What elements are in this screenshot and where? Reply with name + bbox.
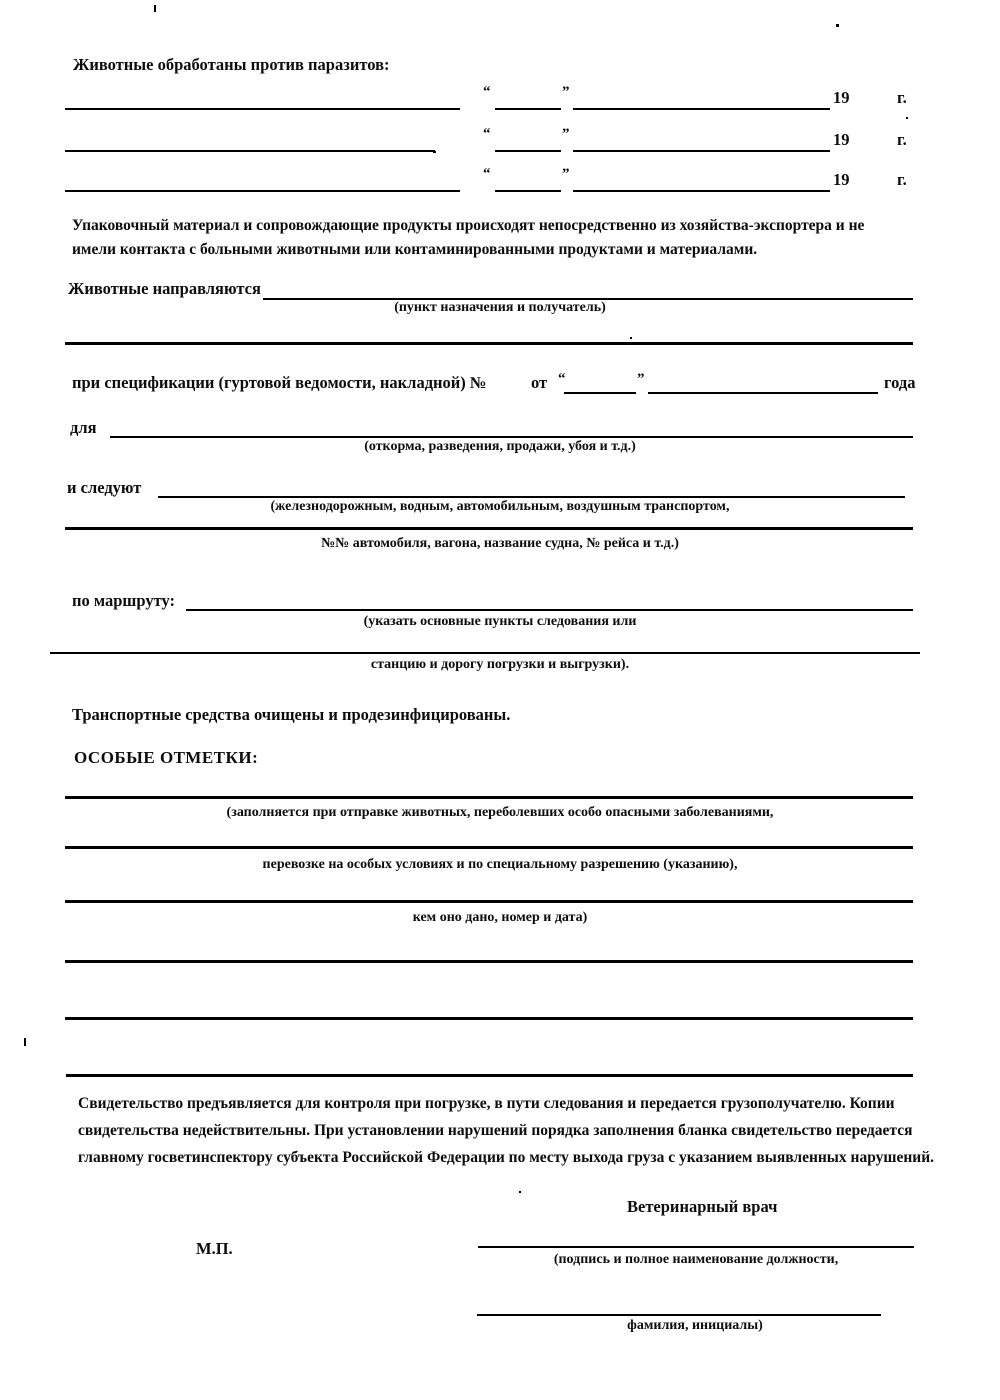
- spec-day-blank[interactable]: [564, 374, 636, 394]
- specification-label: при спецификации (гуртовой ведомости, накладной) №: [72, 373, 487, 392]
- scan-speck: [836, 24, 839, 27]
- year-suffix-text: г.: [897, 88, 907, 107]
- quote-open-mark: “: [558, 371, 566, 387]
- validity-paragraph-line: Свидетельство предъявляется для контроля при погрузке, в пути следования и передается грузополучателю. Копии: [78, 1095, 895, 1112]
- treatment-day-blank[interactable]: [495, 88, 561, 110]
- spec-month-blank[interactable]: [648, 374, 878, 394]
- route-caption-1: (указать основные пункты следования или: [363, 614, 637, 629]
- destination-blank[interactable]: [263, 281, 913, 300]
- quote-open-mark: “: [483, 126, 491, 142]
- treatment-month-blank[interactable]: [573, 170, 830, 192]
- signature-caption-2: фамилия, инициалы): [627, 1318, 763, 1333]
- scan-speck: [630, 337, 632, 339]
- destination-label: Животные направляются: [68, 279, 261, 298]
- notes-blank-line[interactable]: [66, 1074, 913, 1077]
- year-prefix-text: 19: [833, 170, 850, 189]
- validity-paragraph-line: главному госветинспектору субъекта Российской Федерации по месту выхода груза с указанием выявленных нарушений.: [78, 1149, 935, 1166]
- follow-label: и следуют: [67, 478, 142, 497]
- year-suffix-text: г.: [897, 170, 907, 189]
- signature-blank[interactable]: [478, 1229, 914, 1248]
- quote-close-mark: ”: [637, 371, 645, 387]
- packing-paragraph: [72, 214, 864, 262]
- treatment-date-row: [0, 126, 1000, 152]
- signature-caption-1: (подпись и полное наименование должности,: [553, 1252, 839, 1267]
- transport-caption-1: (железнодорожным, водным, автомобильным, воздушным транспортом,: [270, 499, 730, 514]
- vet-doctor-label: Ветеринарный врач: [627, 1197, 778, 1216]
- treatment-month-blank[interactable]: [573, 88, 830, 110]
- stamp-place-label: М.П.: [196, 1239, 233, 1258]
- quote-close-mark: ”: [562, 84, 570, 100]
- special-marks-caption-1: (заполняется при отправке животных, переболевших особо опасными заболеваниями,: [226, 805, 774, 820]
- validity-paragraph-line: свидетельства недействительны. При установлении нарушений порядка заполнения бланка свидетельство передается: [78, 1122, 913, 1139]
- destination-caption: (пункт назначения и получатель): [394, 300, 606, 315]
- special-marks-heading: ОСОБЫЕ ОТМЕТКИ:: [74, 748, 259, 767]
- treatment-day-blank[interactable]: [495, 130, 561, 152]
- purpose-blank[interactable]: [110, 418, 913, 438]
- special-marks-caption-2: перевозке на особых условиях и по специальному разрешению (указанию),: [262, 857, 738, 872]
- transport-caption-2: №№ автомобиля, вагона, название судна, № рейса и т.д.): [321, 536, 679, 551]
- section-divider-line: [65, 342, 913, 345]
- purpose-caption: (откорма, разведения, продажи, убоя и т.д.): [364, 439, 636, 454]
- treatment-name-blank[interactable]: [65, 88, 460, 110]
- quote-open-mark: “: [483, 84, 491, 100]
- signature-name-blank[interactable]: [477, 1298, 881, 1316]
- route-label: по маршруту:: [72, 591, 175, 610]
- treatment-day-blank[interactable]: [495, 170, 561, 192]
- transport-blank-line[interactable]: [65, 527, 913, 530]
- scan-speck: [433, 151, 436, 153]
- special-marks-blank-line[interactable]: [65, 900, 913, 903]
- vehicles-cleaned-note: Транспортные средства очищены и продезинфицированы.: [72, 705, 511, 724]
- treatment-name-blank[interactable]: [65, 170, 460, 192]
- route-blank[interactable]: [186, 591, 913, 611]
- treatment-name-blank[interactable]: [65, 130, 435, 152]
- special-marks-caption-3: кем оно дано, номер и дата): [412, 910, 588, 925]
- treatment-date-row: [0, 84, 1000, 110]
- transport-type-blank[interactable]: [158, 478, 905, 498]
- route-caption-2: станцию и дорогу погрузки и выгрузки).: [370, 657, 630, 672]
- notes-blank-line[interactable]: [65, 1017, 913, 1020]
- treatment-date-row: [0, 166, 1000, 192]
- special-marks-blank-line[interactable]: [65, 796, 913, 799]
- year-prefix-text: 19: [833, 88, 850, 107]
- packing-paragraph-line: имели контакта с больными животными или контаминированными продуктами и материалами.: [72, 241, 758, 258]
- special-marks-blank-line[interactable]: [65, 846, 913, 849]
- parasites-heading: Животные обработаны против паразитов:: [73, 55, 390, 74]
- year-suffix-text: г.: [897, 130, 907, 149]
- scan-speck: [24, 1038, 26, 1046]
- packing-paragraph-line: Упаковочный материал и сопровождающие продукты происходят непосредственно из хозяйства-экспортера и не: [72, 217, 865, 234]
- notes-blank-line[interactable]: [65, 960, 913, 963]
- spec-year-label: года: [884, 373, 916, 392]
- validity-paragraph: [78, 1090, 934, 1171]
- quote-open-mark: “: [483, 166, 491, 182]
- quote-close-mark: ”: [562, 166, 570, 182]
- year-prefix-text: 19: [833, 130, 850, 149]
- scan-speck: [906, 117, 908, 119]
- spec-from-label: от: [531, 373, 548, 392]
- purpose-label: для: [70, 418, 97, 437]
- route-blank-line[interactable]: [50, 652, 920, 654]
- scan-speck: [154, 5, 156, 12]
- scan-speck: [519, 1191, 521, 1193]
- treatment-month-blank[interactable]: [573, 130, 830, 152]
- quote-close-mark: ”: [562, 126, 570, 142]
